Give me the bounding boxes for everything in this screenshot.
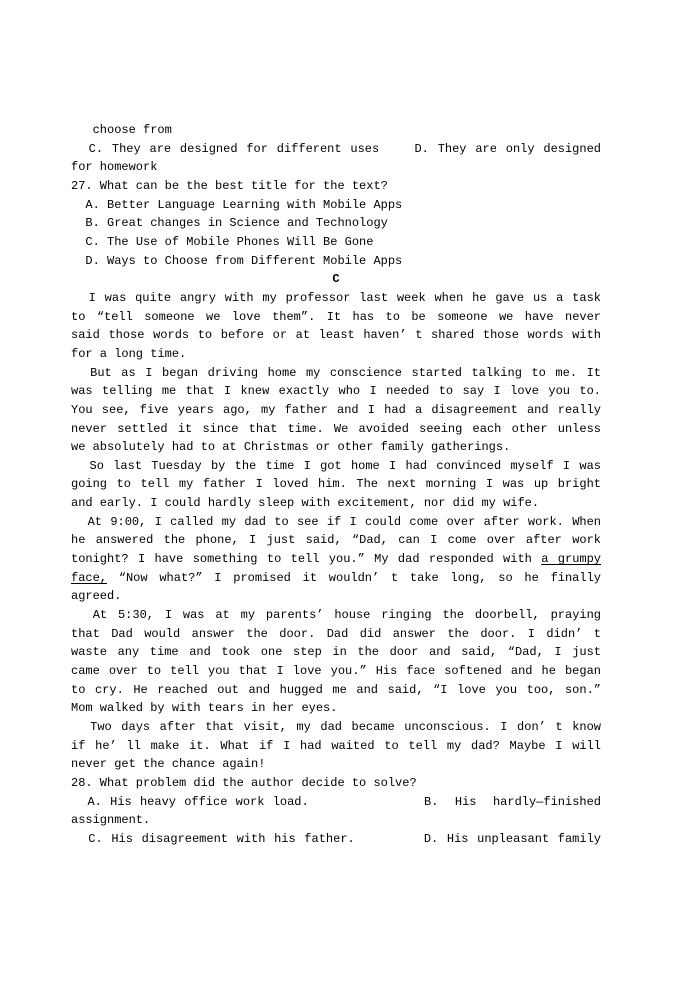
- text-segment: C. The Use of Mobile Phones Will Be Gone: [71, 234, 374, 249]
- text-line: [71, 457, 601, 476]
- underlined-phrase: a grumpy: [541, 552, 602, 567]
- text-line: [71, 755, 601, 774]
- text-segment: At 9:00, I called my dad to see if I could come over after work. When: [71, 514, 601, 529]
- text-line: [71, 494, 601, 513]
- text-line: [71, 308, 601, 327]
- text-segment: we absolutely had to at Christmas or other family gatherings.: [71, 440, 511, 455]
- text-line: [71, 513, 601, 532]
- text-line: [71, 774, 601, 793]
- text-line: [71, 699, 601, 718]
- text-segment: D. Ways to Choose from Different Mobile Apps: [71, 253, 403, 268]
- text-line: [71, 158, 601, 177]
- text-segment: C. They are designed for different uses D. They are only designed: [71, 141, 601, 156]
- text-line: [71, 475, 601, 494]
- text-segment: I was quite angry with my professor last week when he gave us a task: [71, 290, 601, 305]
- text-segment: Two days after that visit, my dad became unconscious. I don’ t know: [71, 720, 601, 734]
- text-segment: agreed.: [71, 589, 122, 604]
- text-line: [71, 718, 601, 737]
- text-line: [71, 811, 601, 830]
- text-segment: waste any time and took one step in the door and said, “Dad, I just: [71, 645, 601, 660]
- text-line: [71, 662, 601, 681]
- text-line: [71, 326, 601, 345]
- text-segment: if he’ ll make it. What if I had waited to tell my dad? Maybe I will: [71, 738, 601, 753]
- passage-c-paragraph-3: [71, 457, 601, 513]
- text-line: [71, 681, 601, 700]
- text-segment: for a long time.: [71, 346, 187, 361]
- text-segment: tonight? I have something to tell you.” My dad responded with: [71, 552, 542, 567]
- text-segment: But as I began driving home my conscience started talking to me. It: [71, 365, 601, 380]
- text-segment: So last Tuesday by the time I got home I had convinced myself I was: [71, 458, 601, 473]
- text-segment: said those words to before or at least haven’ t shared those words with: [71, 328, 601, 343]
- text-segment: never get the chance again!: [71, 757, 266, 772]
- text-line: [71, 420, 601, 439]
- text-line: [71, 364, 601, 383]
- text-segment: never settled it since that time. We avoided seeing each other unless: [71, 421, 601, 436]
- text-line: [71, 830, 601, 849]
- text-segment: 27. What can be the best title for the text?: [71, 178, 388, 193]
- text-segment: A. Better Language Learning with Mobile Apps: [71, 197, 403, 212]
- text-segment: that Dad would answer the door. Dad did answer the door. I didn’ t: [71, 626, 601, 641]
- text-segment: came over to tell you that I love you.” His face softened and he began: [71, 664, 601, 679]
- question-26-options-continued: [71, 121, 601, 177]
- text-line: [71, 550, 601, 569]
- text-segment: he answered the phone, I just said, “Dad, can I come over after work: [71, 533, 601, 548]
- text-line: [71, 270, 601, 289]
- passage-c-paragraph-2: [71, 364, 601, 457]
- text-segment: was telling me that I knew exactly who I needed to say I love you to.: [71, 384, 601, 399]
- text-line: [71, 737, 601, 756]
- text-segment: 28. What problem did the author decide to solve?: [71, 775, 417, 790]
- text-segment: going to tell my father I loved him. The next morning I was up bright: [71, 477, 601, 492]
- text-segment: At 5:30, I was at my parents’ house ringing the doorbell, praying: [71, 608, 602, 623]
- text-line: [71, 401, 601, 420]
- passage-c-paragraph-5: [71, 606, 601, 718]
- text-line: [71, 214, 601, 233]
- text-segment: for homework: [71, 160, 158, 175]
- text-line: [71, 252, 601, 271]
- text-segment: Mom walked by with tears in her eyes.: [71, 701, 338, 716]
- passage-c-paragraph-6: [71, 718, 601, 774]
- question-27: [71, 177, 601, 270]
- text-line: [71, 177, 601, 196]
- passage-c-paragraph-4: [71, 513, 601, 606]
- text-line: [71, 289, 601, 308]
- passage-c-paragraph-1: [71, 289, 601, 364]
- text-line: [71, 643, 601, 662]
- text-segment: to “tell someone we love them”. It has to be someone we have never: [71, 309, 601, 324]
- text-line: [71, 606, 601, 625]
- text-line: [71, 531, 601, 550]
- document-text: [71, 121, 601, 849]
- text-segment: to cry. He reached out and hugged me and said, “I love you too, son.”: [71, 682, 601, 697]
- text-segment: C: [332, 272, 340, 287]
- text-segment: B. Great changes in Science and Technology: [71, 216, 388, 231]
- text-line: [71, 625, 601, 644]
- text-line: [71, 121, 601, 140]
- text-line: [71, 196, 601, 215]
- text-line: [71, 382, 601, 401]
- text-segment: choose from: [71, 123, 172, 137]
- text-segment: “Now what?” I promised it wouldn’ t take long, so he finally: [107, 570, 601, 585]
- text-line: [71, 569, 601, 588]
- text-segment: assignment.: [71, 813, 151, 828]
- text-segment: A. His heavy office work load. B. His hardly—finished: [71, 794, 601, 809]
- text-segment: and early. I could hardly sleep with excitement, nor did my wife.: [71, 496, 540, 511]
- text-line: [71, 587, 601, 606]
- text-segment: C. His disagreement with his father. D. His unpleasant family: [71, 831, 601, 846]
- text-segment: You see, five years ago, my father and I had a disagreement and really: [71, 402, 601, 417]
- text-line: [71, 233, 601, 252]
- text-line: [71, 345, 601, 364]
- text-line: [71, 438, 601, 457]
- passage-c-heading: [71, 270, 601, 289]
- question-28: [71, 774, 601, 849]
- text-line: [71, 793, 601, 812]
- underlined-phrase: face,: [71, 570, 108, 585]
- text-line: [71, 140, 601, 159]
